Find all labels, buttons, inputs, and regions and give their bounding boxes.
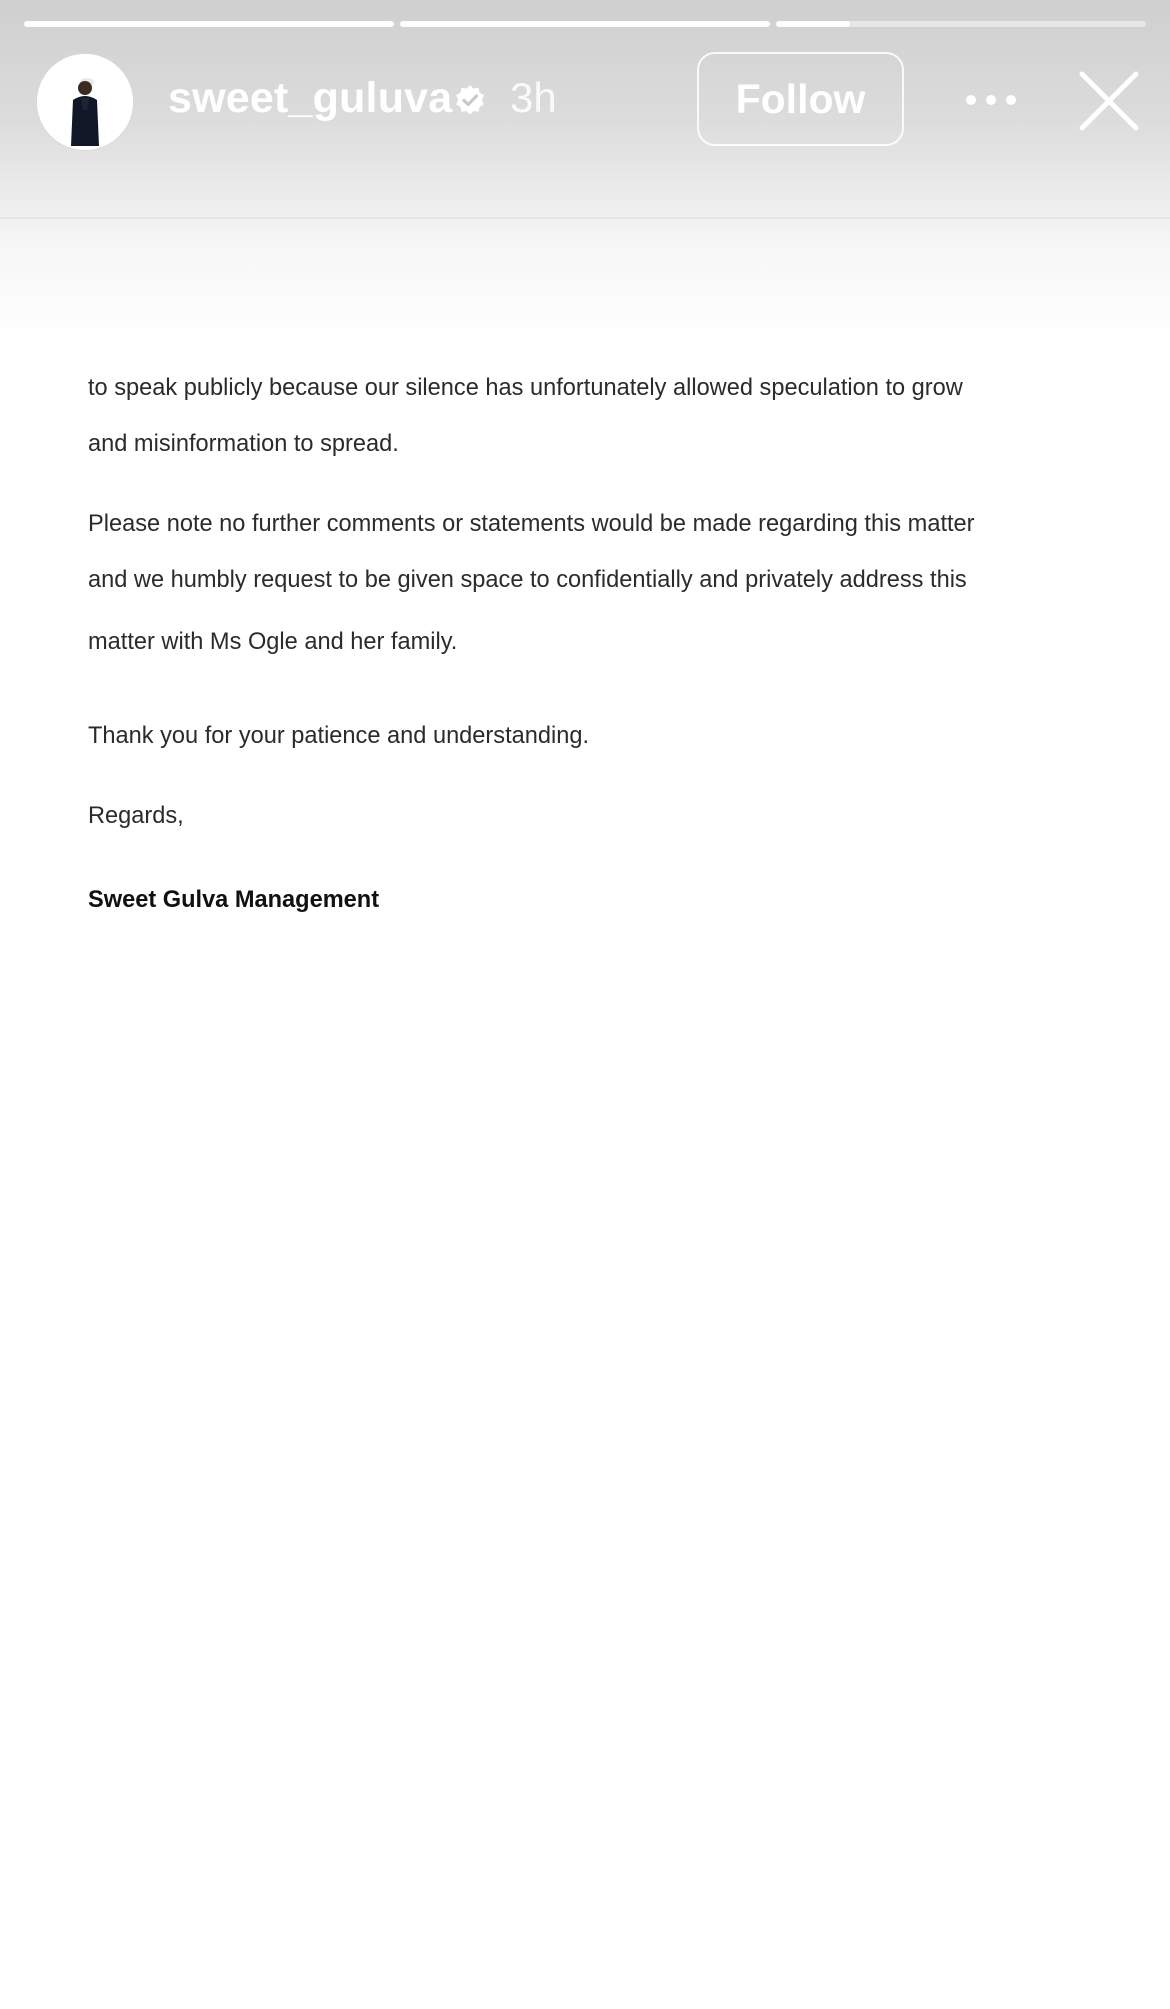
avatar-person-image bbox=[37, 54, 133, 150]
verified-badge-icon bbox=[453, 84, 487, 118]
follow-button[interactable]: Follow bbox=[697, 52, 904, 146]
letter-paragraph bbox=[88, 360, 963, 472]
letter-thanks: Thank you for your patience and understanding. bbox=[88, 723, 590, 749]
letter-signature: Sweet Gulva Management bbox=[88, 887, 380, 913]
progress-fill bbox=[24, 21, 394, 27]
close-icon[interactable] bbox=[1078, 70, 1140, 132]
more-horizontal-icon[interactable] bbox=[963, 85, 1019, 115]
letter-line: matter with Ms Ogle and her family. bbox=[88, 629, 458, 655]
letter-closing: Regards, bbox=[88, 803, 184, 829]
top-gradient-overlay bbox=[0, 0, 1170, 345]
progress-segment bbox=[400, 21, 770, 27]
post-time: 3h bbox=[510, 74, 557, 121]
profile-avatar[interactable] bbox=[36, 53, 134, 151]
document-edge bbox=[0, 217, 1170, 219]
letter-line: to speak publicly because our silence has unfortunately allowed speculation to grow bbox=[88, 375, 963, 401]
letter-line: and misinformation to spread. bbox=[88, 431, 399, 457]
letter-line: and we humbly request to be given space to confidentially and privately address this bbox=[88, 567, 967, 593]
progress-fill bbox=[776, 21, 850, 27]
username[interactable]: sweet_guluva bbox=[168, 74, 453, 122]
progress-segment bbox=[24, 21, 394, 27]
progress-fill bbox=[400, 21, 770, 27]
story-progress-bar bbox=[24, 21, 1146, 28]
letter-paragraph bbox=[88, 496, 975, 670]
progress-segment bbox=[776, 21, 1146, 27]
letter-line: Please note no further comments or statements would be made regarding this matter bbox=[88, 511, 975, 537]
